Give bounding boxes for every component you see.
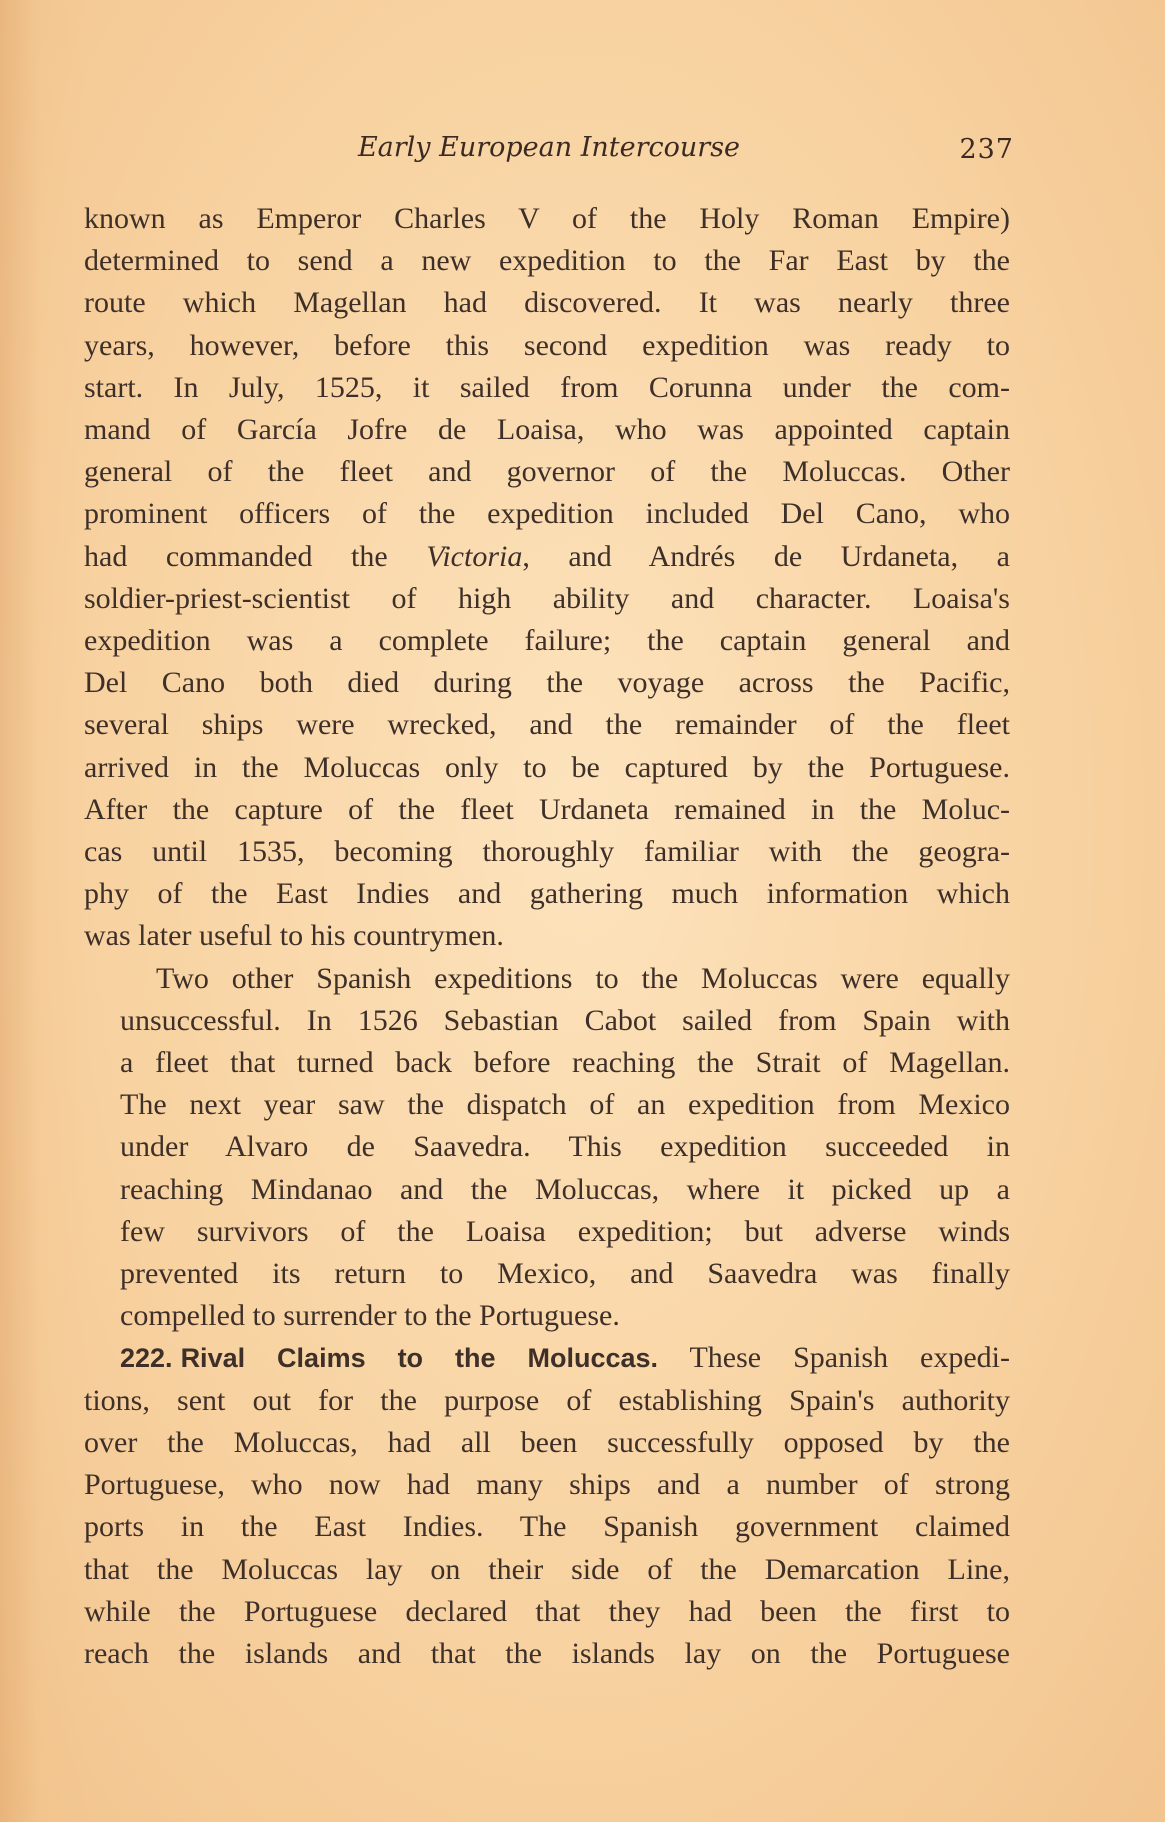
text-line: under Alvaro de Saavedra. This expedition succeeded in: [120, 1130, 1010, 1164]
paragraph-2: [84, 958, 1010, 1338]
section-title: Rival Claims to the Moluccas.: [180, 1343, 659, 1374]
text-line: years, however, before this second expedition was ready to: [84, 328, 1010, 362]
text-line: compelled to surrender to the Portuguese.: [120, 1299, 620, 1333]
text-line: that the Moluccas lay on their side of the Demarcation Line,: [84, 1552, 1010, 1586]
text-fragment: , and Andrés de Urdaneta, a: [522, 539, 1010, 573]
text-fragment: had commanded the: [84, 539, 427, 573]
text-line: determined to send a new expedition to the Far East by the: [84, 244, 1010, 278]
text-line: The next year saw the dispatch of an expedition from Mexico: [120, 1088, 1010, 1122]
section-heading-line: [84, 1337, 1010, 1379]
section-222: [84, 1337, 1010, 1675]
text-line: Two other Spanish expeditions to the Moluccas were equally: [156, 961, 1010, 995]
page-body: [84, 198, 1010, 1675]
text-line: several ships were wrecked, and the remainder of the fleet: [84, 708, 1010, 742]
text-line: expedition was a complete failure; the captain general and: [84, 624, 1010, 658]
text-fragment: These Spanish expedi-: [689, 1341, 1010, 1375]
text-line: soldier-priest-scientist of high ability and character. Loaisa's: [84, 581, 1010, 615]
text-line: reaching Mindanao and the Moluccas, where it picked up a: [120, 1172, 1010, 1206]
text-line: cas until 1535, becoming thoroughly familiar with the geogra-: [84, 835, 1010, 869]
text-line: route which Magellan had discovered. It was nearly three: [84, 286, 1010, 320]
text-line: [84, 536, 1010, 578]
page-number: 237: [959, 134, 1014, 165]
text-line: was later useful to his countrymen.: [84, 919, 504, 953]
text-line: tions, sent out for the purpose of establishing Spain's authority: [84, 1383, 1010, 1417]
text-line: mand of García Jofre de Loaisa, who was appointed captain: [84, 413, 1010, 447]
text-line: few survivors of the Loaisa expedition; but adverse winds: [120, 1214, 1010, 1248]
text-line: Del Cano both died during the voyage across the Pacific,: [84, 666, 1010, 700]
text-line: prominent officers of the expedition included Del Cano, who: [84, 497, 1010, 531]
page-header: [84, 128, 1014, 178]
text-line: a fleet that turned back before reaching the Strait of Magellan.: [120, 1046, 1010, 1080]
text-line: known as Emperor Charles V of the Holy Roman Empire): [84, 202, 1010, 235]
text-line: reach the islands and that the islands lay on the Portuguese: [84, 1636, 1010, 1670]
paragraph-1: [84, 198, 1010, 958]
text-line: general of the fleet and governor of the Moluccas. Other: [84, 455, 1010, 489]
text-line: After the capture of the fleet Urdaneta remained in the Moluc-: [84, 792, 1010, 826]
running-title: Early European Intercourse: [357, 132, 741, 163]
section-number: 222.: [120, 1343, 173, 1374]
text-line: while the Portuguese declared that they had been the first to: [84, 1594, 1010, 1628]
ship-name-italic: Victoria: [426, 539, 523, 573]
text-line: Portuguese, who now had many ships and a number of strong: [84, 1468, 1010, 1502]
text-line: arrived in the Moluccas only to be captured by the Portuguese.: [84, 750, 1010, 784]
text-line: ports in the East Indies. The Spanish government claimed: [84, 1510, 1010, 1544]
text-line: prevented its return to Mexico, and Saavedra was finally: [120, 1257, 1010, 1291]
text-line: start. In July, 1525, it sailed from Corunna under the com-: [84, 370, 1010, 404]
text-line: phy of the East Indies and gathering much information which: [84, 877, 1010, 911]
text-line: over the Moluccas, had all been successfully opposed by the: [84, 1425, 1010, 1459]
text-line: unsuccessful. In 1526 Sebastian Cabot sailed from Spain with: [120, 1003, 1010, 1037]
